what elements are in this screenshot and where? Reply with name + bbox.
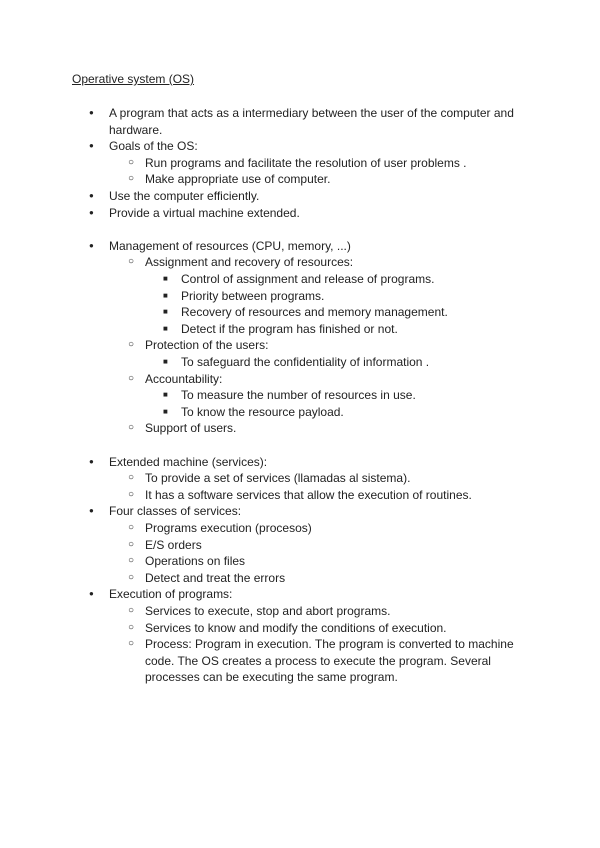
- list-item: ○ Services to know and modify the conditions of execution.: [145, 620, 447, 637]
- list-item: ● Execution of programs:: [109, 586, 232, 603]
- list-item: ○ Operations on files: [145, 553, 245, 570]
- list-item: ○ Support of users.: [145, 420, 236, 437]
- list-item: ■ Recovery of resources and memory management.: [181, 304, 448, 321]
- list-item-continuation: hardware.: [109, 122, 163, 137]
- list-item: ● Provide a virtual machine extended.: [109, 205, 300, 222]
- list-item: ○ Accountability:: [145, 371, 222, 388]
- list-item: ○ Services to execute, stop and abort programs.: [145, 603, 390, 620]
- list-item: ○ To provide a set of services (llamadas al sistema).: [145, 470, 410, 487]
- list-item: ■ Control of assignment and release of programs.: [181, 271, 434, 288]
- list-item: ● Use the computer efficiently.: [109, 188, 259, 205]
- list-item: ● Extended machine (services):: [109, 454, 267, 471]
- list-item: ○ Assignment and recovery of resources:: [145, 254, 353, 271]
- list-item: ■ Priority between programs.: [181, 288, 324, 305]
- list-item: ■ Detect if the program has finished or not.: [181, 321, 398, 338]
- list-item: ● Goals of the OS:: [109, 138, 198, 155]
- list-item: ○ Protection of the users:: [145, 337, 268, 354]
- list-item: ■ To measure the number of resources in use.: [181, 387, 416, 404]
- list-item: ○ Make appropriate use of computer.: [145, 171, 330, 188]
- list-item: ○ Run programs and facilitate the resolution of user problems .: [145, 155, 467, 172]
- list-item: ○ E/S orders: [145, 537, 202, 554]
- page-title: Operative system (OS): [72, 72, 195, 86]
- list-item: ● A program that acts as a intermediary between the user of the computer and: [109, 105, 514, 122]
- list-item: ○ Process: Program in execution. The program is converted to machine: [145, 636, 514, 653]
- list-item-continuation: processes can be executing the same program.: [145, 670, 398, 685]
- list-item: ■ To know the resource payload.: [181, 404, 344, 421]
- list-item: ○ It has a software services that allow the execution of routines.: [145, 487, 472, 504]
- list-item: ○ Programs execution (procesos): [145, 520, 312, 537]
- list-item: ○ Detect and treat the errors: [145, 570, 285, 587]
- list-item-continuation: code. The OS creates a process to execute the program. Several: [145, 653, 491, 668]
- list-item: ● Four classes of services:: [109, 503, 241, 520]
- list-item: ● Management of resources (CPU, memory, ...): [109, 238, 351, 255]
- list-item: ■ To safeguard the confidentiality of information .: [181, 354, 429, 371]
